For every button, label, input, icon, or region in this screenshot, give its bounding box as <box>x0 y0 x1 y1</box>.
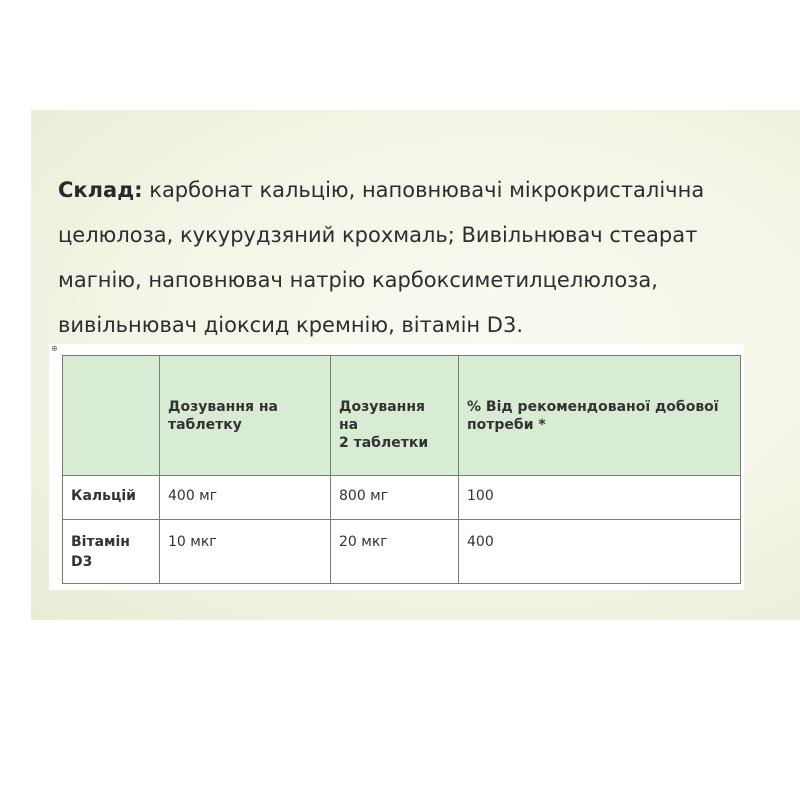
table-header-row <box>63 356 741 476</box>
header-dose-per-two-line3: 2 таблетки <box>339 435 429 451</box>
composition-line-4: вивільнювач діоксид кремнію, вітамін D3. <box>58 313 524 337</box>
row-name: Вітамін D3 <box>63 520 160 584</box>
cell-per-tablet: 400 мг <box>160 476 331 520</box>
header-dose-per-two <box>331 356 459 476</box>
composition-label: Склад: <box>58 178 143 202</box>
nutrition-table <box>62 355 741 584</box>
composition-line-1 <box>58 168 758 213</box>
cell-per-tablet: 10 мкг <box>160 520 331 584</box>
cell-percent: 100 <box>459 476 741 520</box>
cell-per-two: 20 мкг <box>331 520 459 584</box>
composition-line-3: магнію, наповнювач натрію карбоксиметилцелюлоза, <box>58 268 658 292</box>
header-dose-per-two-line1: Дозування <box>339 399 425 415</box>
cell-percent: 400 <box>459 520 741 584</box>
composition-line-1-text: карбонат кальцію, наповнювачі мікрокристалічна <box>142 178 705 202</box>
cell-per-two: 800 мг <box>331 476 459 520</box>
table-anchor-icon[interactable]: ⊕ <box>51 344 58 353</box>
header-cell-empty <box>63 356 160 476</box>
table-row <box>63 520 741 584</box>
table-row <box>63 476 741 520</box>
header-daily-percent: % Від рекомендованої добової потреби * <box>459 356 741 476</box>
composition-line-2: целюлоза, кукурудзяний крохмаль; Вивільнювач стеарат <box>58 223 698 247</box>
header-dose-per-two-line2: на <box>339 417 359 433</box>
composition-text <box>58 168 758 348</box>
header-dose-per-tablet: Дозування на таблетку <box>160 356 331 476</box>
row-name: Кальцій <box>63 476 160 520</box>
